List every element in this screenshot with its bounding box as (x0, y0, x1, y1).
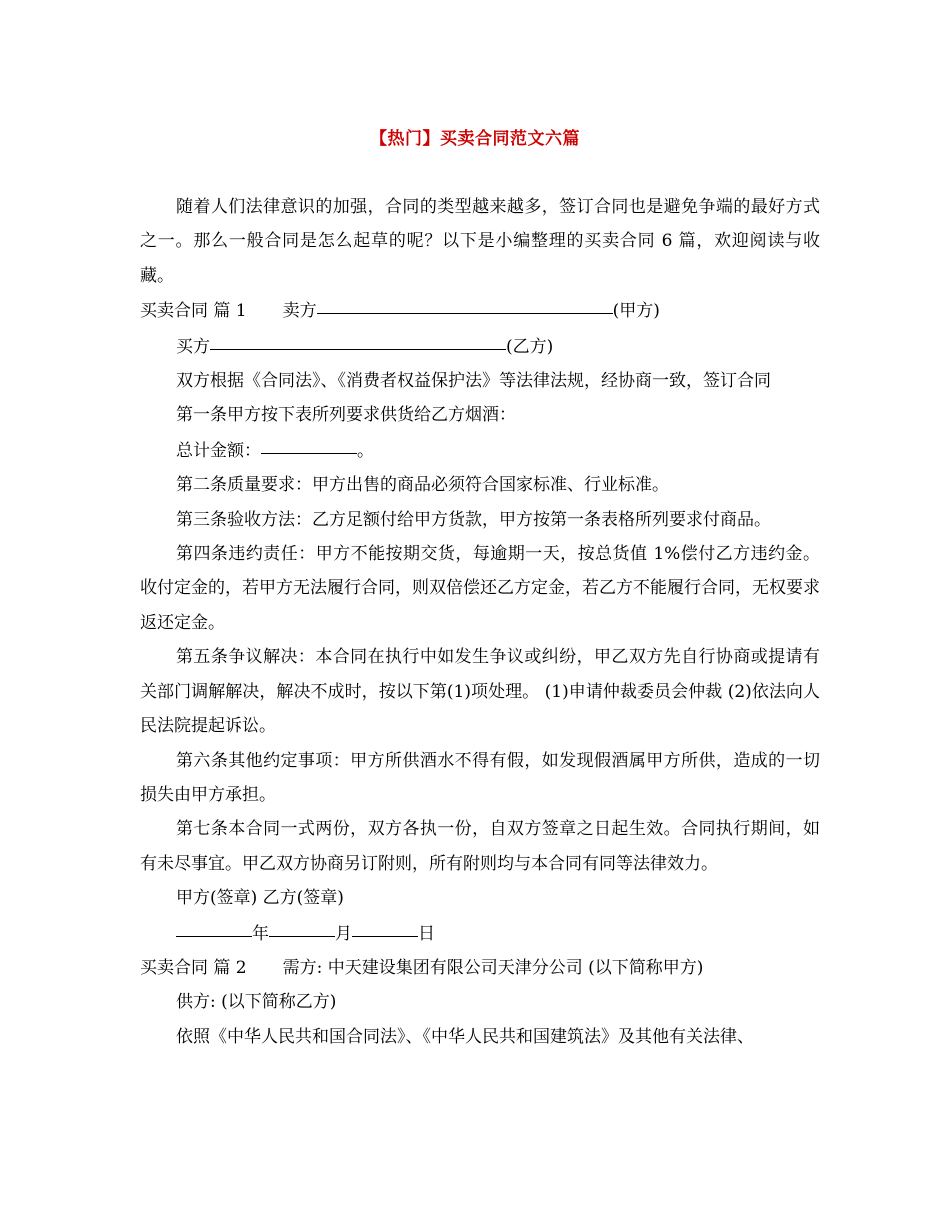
seller-blank (317, 291, 613, 314)
seller-suffix: (甲方) (612, 301, 660, 322)
month-label: 月 (335, 923, 352, 944)
contract2-heading: 买卖合同 篇 2 (140, 957, 247, 978)
contract1-article-1: 第一条甲方按下表所列要求供货给乙方烟酒： (176, 405, 516, 426)
seller-label: 卖方 (282, 301, 317, 322)
contract1-buyer-line (140, 329, 820, 364)
total-suffix: 。 (357, 440, 374, 461)
contract1-seller-line (140, 293, 820, 328)
day-label: 日 (418, 923, 435, 944)
buyer-label: 买方 (176, 336, 210, 357)
contract1-date-line (140, 916, 820, 951)
year-label: 年 (252, 923, 269, 944)
contract1-article-2: 第二条质量要求：甲方出售的商品必须符合国家标准、行业标准。 (176, 475, 669, 496)
day-blank (352, 914, 418, 937)
intro-paragraph: 随着人们法律意识的加强，合同的类型越来越多，签订合同也是避免争端的最好方式之一。那么一般合同是怎么起草的呢？以下是小编整理的买卖合同 6 篇，欢迎阅读与收藏。 (140, 197, 820, 286)
contract2-buyer-text: 需方: 中天建设集团有限公司天津分公司 (以下简称甲方) (282, 957, 704, 978)
contract1-article-6: 第六条其他约定事项：甲方所供酒水不得有假，如发现假酒属甲方所供，造成的一切损失由甲方承担。 (140, 750, 820, 805)
contract1-signature-line: 甲方(签章) 乙方(签章) (176, 888, 344, 909)
buyer-suffix: (乙方) (506, 336, 554, 357)
contract1-heading: 买卖合同 篇 1 (140, 301, 247, 322)
contract1-article-5: 第五条争议解决：本合同在执行中如发生争议或纠纷，甲乙双方先自行协商或提请有关部门调解解决，解决不成时，按以下第(1)项处理。 (1)申请仲裁委员会仲裁 (2)依法向人民法院提起诉讼。 (140, 647, 820, 737)
document-body (140, 190, 820, 1054)
total-label: 总计金额： (176, 440, 261, 461)
month-blank (269, 914, 335, 937)
buyer-blank (210, 327, 506, 350)
contract1-article-3: 第三条验收方法：乙方足额付给甲方货款，甲方按第一条表格所列要求付商品。 (176, 509, 771, 530)
total-blank (261, 431, 357, 454)
contract1-article-7: 第七条本合同一式两份，双方各执一份，自双方签章之日起生效。合同执行期间，如有未尽事宜。甲乙双方协商另订附则，所有附则均与本合同有同等法律效力。 (140, 819, 820, 874)
document-title: 【热门】买卖合同范文六篇 (370, 129, 580, 149)
contract1-total-line (140, 433, 820, 468)
contract1-article-4: 第四条违约责任：甲方不能按期交货，每逾期一天，按总货值 1%偿付乙方违约金。收付定金的，若甲方无法履行合同，则双倍偿还乙方定金，若乙方不能履行合同，无权要求返还定金。 (140, 544, 820, 633)
contract2-basis: 依照《中华人民共和国合同法》、《中华人民共和国建筑法》及其他有关法律、 (176, 1026, 754, 1047)
contract2-buyer-line (140, 951, 820, 985)
year-blank (176, 914, 252, 937)
contract1-basis: 双方根据《合同法》、《消费者权益保护法》等法律法规，经协商一致，签订合同 (176, 371, 771, 392)
contract2-supplier-line: 供方: (以下简称乙方) (176, 992, 337, 1013)
